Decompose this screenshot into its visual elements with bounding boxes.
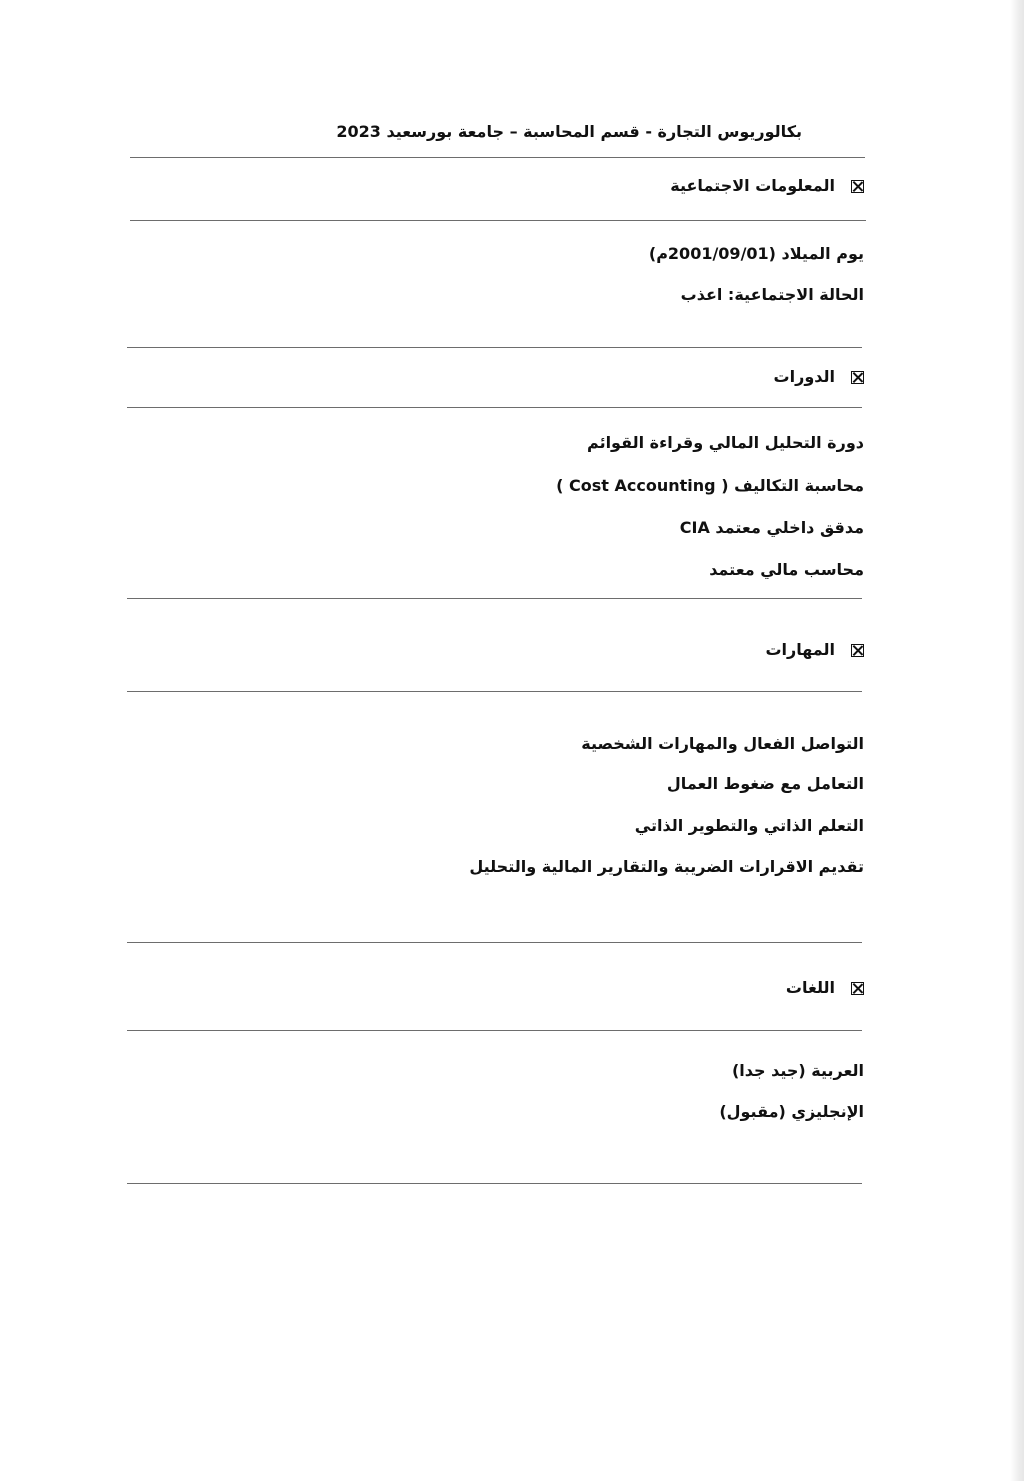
- divider: [130, 157, 865, 158]
- section-title-languages: اللغات: [785, 978, 835, 997]
- skill-item: التعلم الذاتي والتطوير الذاتي: [634, 816, 864, 835]
- section-heading-courses: [774, 366, 864, 388]
- degree-line: بكالوريوس التجارة - قسم المحاسبة – جامعة بورسعيد 2023: [336, 122, 802, 141]
- page-edge-shadow: [1010, 0, 1024, 1481]
- birth-date: يوم الميلاد (2001/09/01م): [648, 244, 864, 263]
- section-title-social: المعلومات الاجتماعية: [670, 176, 835, 195]
- skill-item: التواصل الفعال والمهارات الشخصية: [581, 734, 864, 753]
- checkbox-x-icon: [851, 644, 864, 657]
- course-item: مدقق داخلي معتمد CIA: [679, 518, 864, 537]
- divider: [127, 942, 862, 943]
- divider: [127, 347, 862, 348]
- section-heading-languages: [786, 977, 864, 999]
- checkbox-x-icon: [851, 371, 864, 384]
- section-heading-skills: [765, 639, 864, 661]
- checkbox-x-icon: [851, 180, 864, 193]
- language-item: العربية (جيد جدا): [731, 1061, 864, 1080]
- section-title-skills: المهارات: [765, 640, 835, 659]
- section-title-courses: الدورات: [773, 367, 835, 386]
- course-item: دورة التحليل المالي وقراءة القوائم: [587, 433, 864, 452]
- checkbox-x-icon: [851, 982, 864, 995]
- course-item: محاسبة التكاليف ( Cost Accounting ): [556, 476, 864, 495]
- divider: [127, 598, 862, 599]
- language-item: الإنجليزي (مقبول): [719, 1102, 864, 1121]
- divider: [130, 220, 866, 221]
- section-heading-social: [670, 175, 864, 197]
- skill-item: تقديم الاقرارات الضريبة والتقارير المالية والتحليل: [469, 857, 864, 876]
- course-item: محاسب مالي معتمد: [709, 560, 864, 579]
- divider: [127, 407, 862, 408]
- divider: [127, 1183, 862, 1184]
- divider: [127, 691, 862, 692]
- skill-item: التعامل مع ضغوط العمال: [666, 774, 864, 793]
- divider: [127, 1030, 862, 1031]
- marital-status: الحالة الاجتماعية: اعذب: [680, 285, 864, 304]
